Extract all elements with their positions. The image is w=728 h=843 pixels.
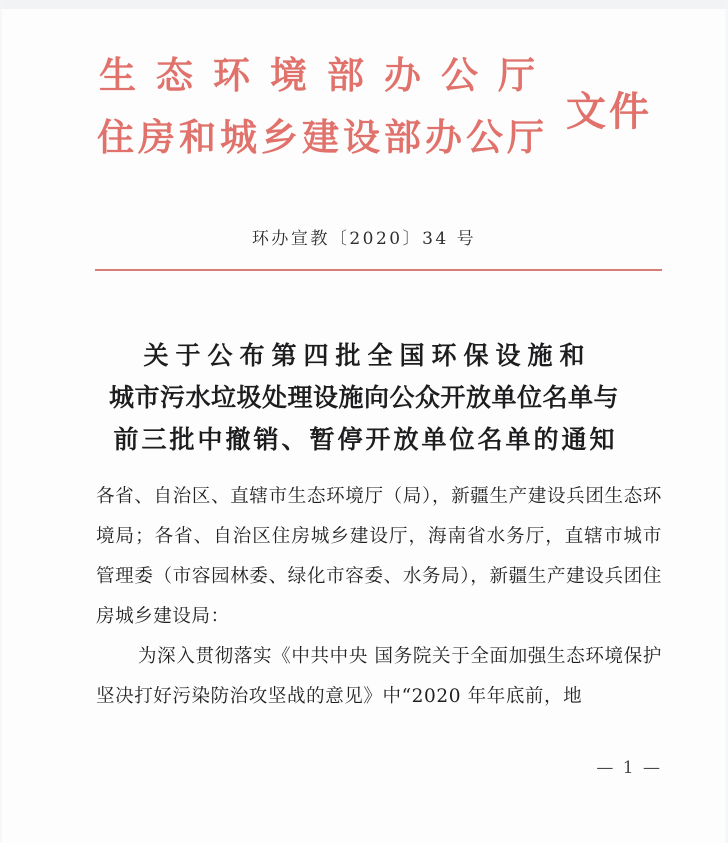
title-line-2: 城市污水垃圾处理设施向公众开放单位名单与 [108, 383, 619, 412]
letterhead [0, 44, 728, 179]
red-separator-rule [95, 269, 662, 271]
scan-top-band [0, 0, 728, 9]
page-title [0, 335, 728, 461]
title-line-1: 关于公布第四批全国环保设施和 [143, 341, 592, 370]
title-line-3: 前三批中撤销、暂停开放单位名单的通知 [113, 425, 618, 454]
document-body [96, 477, 662, 717]
recipient-list: 各省、自治区、直辖市生态环境厅（局），新疆生产建设兵团生态环境局；各省、自治区住房城乡建设厅，海南省水务厅，直辖市城市管理委（市容园林委、绿化市容委、水务局），新疆生产建设兵团住房城乡建设局： [96, 486, 662, 627]
document-number: 环办宣教〔2020〕34 号 [251, 229, 477, 249]
page-number: — 1 — [596, 758, 662, 778]
letterhead-line-2: 住房和城乡建设部办公厅 [97, 115, 548, 159]
body-paragraph-1: 为深入贯彻落实《中共中央 国务院关于全面加强生态环境保护坚决打好污染防治攻坚战的意见》中“2020 年年底前，地 [96, 646, 662, 707]
letterhead-line-1: 生态环境部办公厅 [99, 53, 555, 97]
letterhead-agency-lines [97, 44, 567, 168]
letterhead-document-word: 文件 [566, 88, 652, 135]
